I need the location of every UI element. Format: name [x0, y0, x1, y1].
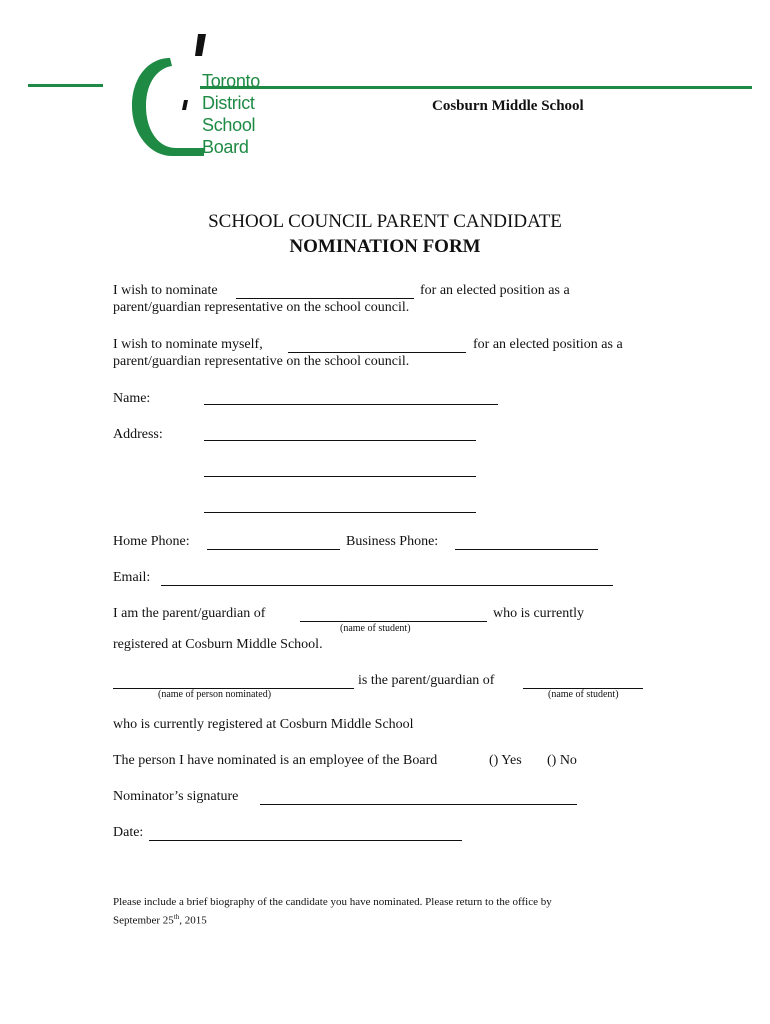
tdsb-apple-logo-icon: [126, 30, 206, 160]
address-input-1[interactable]: [204, 424, 476, 441]
footer-date-sup: th: [173, 913, 180, 921]
parent-of-prefix: I am the parent/guardian of: [113, 606, 266, 621]
logo-line-3: School: [202, 115, 256, 135]
header-rule-left: [28, 84, 103, 87]
employee-yes-option[interactable]: () Yes: [489, 753, 522, 768]
name-input[interactable]: [204, 388, 498, 405]
nominee-parent-middle: is the parent/guardian of: [358, 673, 495, 688]
email-label: Email:: [113, 570, 151, 585]
logo-line-1: Toronto: [202, 71, 260, 91]
parent-of-hint: (name of student): [340, 623, 411, 634]
signature-input[interactable]: [260, 788, 577, 805]
form-title-line-2: NOMINATION FORM: [289, 236, 481, 257]
home-phone-label: Home Phone:: [113, 534, 190, 549]
form-title-line-1: SCHOOL COUNCIL PARENT CANDIDATE: [208, 211, 562, 232]
business-phone-label: Business Phone:: [346, 534, 439, 549]
email-input[interactable]: [161, 569, 613, 586]
school-name: Cosburn Middle School: [432, 98, 584, 114]
footer-note: [113, 895, 552, 929]
parent-of-line-2: registered at Cosburn Middle School.: [113, 637, 323, 652]
header-rule-right: [200, 86, 752, 89]
footer-date-suffix: , 2015: [179, 914, 207, 927]
employee-no-option[interactable]: () No: [547, 753, 577, 768]
date-label: Date:: [113, 825, 144, 840]
address-input-3[interactable]: [204, 496, 476, 513]
address-input-2[interactable]: [204, 460, 476, 477]
nominee-hint-left: (name of person nominated): [158, 689, 272, 700]
nominate-self-input[interactable]: [288, 336, 466, 353]
date-input[interactable]: [149, 824, 462, 841]
signature-label: Nominator’s signature: [113, 789, 239, 804]
logo-line-4: Board: [202, 137, 249, 157]
address-label: Address:: [113, 427, 163, 442]
footer-date-prefix: September 25: [113, 914, 174, 927]
name-label: Name:: [113, 391, 151, 406]
nominate-self-suffix: for an elected position as a: [473, 337, 623, 352]
parent-of-student-input[interactable]: [300, 605, 487, 622]
nominate-other-suffix: for an elected position as a: [420, 283, 570, 298]
footer-line-2: [113, 910, 552, 929]
nominee-name-input[interactable]: [113, 672, 354, 689]
nominee-student-input[interactable]: [523, 672, 643, 689]
nominee-hint-right: (name of student): [548, 689, 619, 700]
nominate-other-line-2: parent/guardian representative on the school council.: [113, 300, 410, 315]
nominate-other-prefix: I wish to nominate: [113, 283, 218, 298]
logo-line-2: District: [202, 93, 255, 113]
nominate-other-input[interactable]: [236, 282, 414, 299]
parent-of-suffix: who is currently: [493, 606, 584, 621]
logo-wordmark: [202, 70, 260, 158]
footer-line-1: Please include a brief biography of the candidate you have nominated. Please return to the office by: [113, 896, 552, 908]
home-phone-input[interactable]: [207, 533, 340, 550]
employee-question: The person I have nominated is an employee of the Board: [113, 753, 438, 768]
nominate-self-line-2: parent/guardian representative on the school council.: [113, 354, 410, 369]
nominee-line-2: who is currently registered at Cosburn Middle School: [113, 717, 414, 732]
nominate-self-prefix: I wish to nominate myself,: [113, 337, 263, 352]
business-phone-input[interactable]: [455, 533, 598, 550]
